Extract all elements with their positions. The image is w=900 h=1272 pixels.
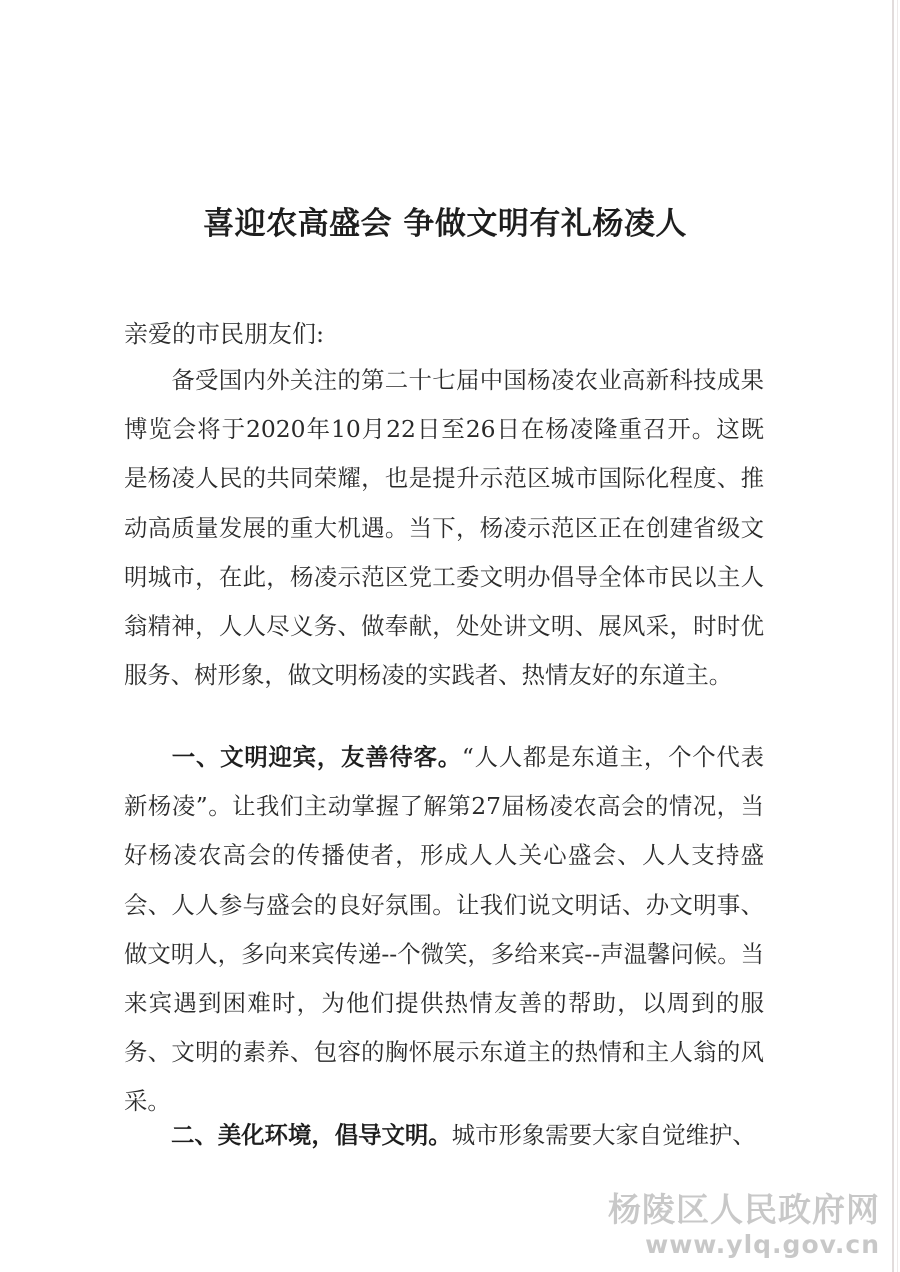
site-watermark bbox=[608, 1190, 880, 1259]
watermark-site-name: 杨陵区人民政府网 bbox=[608, 1190, 880, 1229]
page-edge-shadow bbox=[892, 0, 894, 1272]
paragraph-text: 备受国内外关注的第二十七届中国杨凌农业高新科技成果博览会将于2020年10月22日至26日在杨凌隆重召开。这既是杨凌人民的共同荣耀，也是提升示范区城市国际化程度、推动高质量发展的重大机遇。当下，杨凌示范区正在创建省级文明城市，在此，杨凌示范区党工委文明办倡导全体市民以主人翁精神，人人尽义务、做奉献，处处讲文明、展风采，时时优服务、树形象，做文明杨凌的实践者、热情友好的东道主。 bbox=[124, 366, 764, 690]
paragraph-text: “人人都是东道主，个个代表新杨凌”。让我们主动掌握了解第27届杨凌农高会的情况，当好杨凌农高会的传播使者，形成人人关心盛会、人人支持盛会、人人参与盛会的良好氛围。让我们说文明话、办文明事、做文明人，多向来宾传递--个微笑，多给来宾--声温馨问候。当来宾遇到困难时，为他们提供热情友善的帮助，以周到的服务、文明的素养、包容的胸怀展示东道主的热情和主人翁的风采。 bbox=[124, 743, 765, 1116]
paragraph-section-2 bbox=[124, 1111, 764, 1160]
paragraph-section-1 bbox=[124, 733, 764, 1127]
watermark-url: www.ylq.gov.cn bbox=[645, 1230, 880, 1259]
paragraph-intro bbox=[124, 356, 764, 700]
salutation: 亲爱的市民朋友们: bbox=[124, 320, 325, 348]
document-title: 喜迎农高盛会 争做文明有礼杨凌人 bbox=[203, 206, 687, 242]
paragraph-text: 城市形象需要大家自觉维护、 bbox=[451, 1121, 756, 1149]
paragraph-heading: 一、文明迎宾，友善待客。 bbox=[171, 743, 462, 771]
page-edge-line bbox=[897, 0, 898, 1272]
paragraph-heading: 二、美化环境，倡导文明。 bbox=[171, 1121, 452, 1149]
